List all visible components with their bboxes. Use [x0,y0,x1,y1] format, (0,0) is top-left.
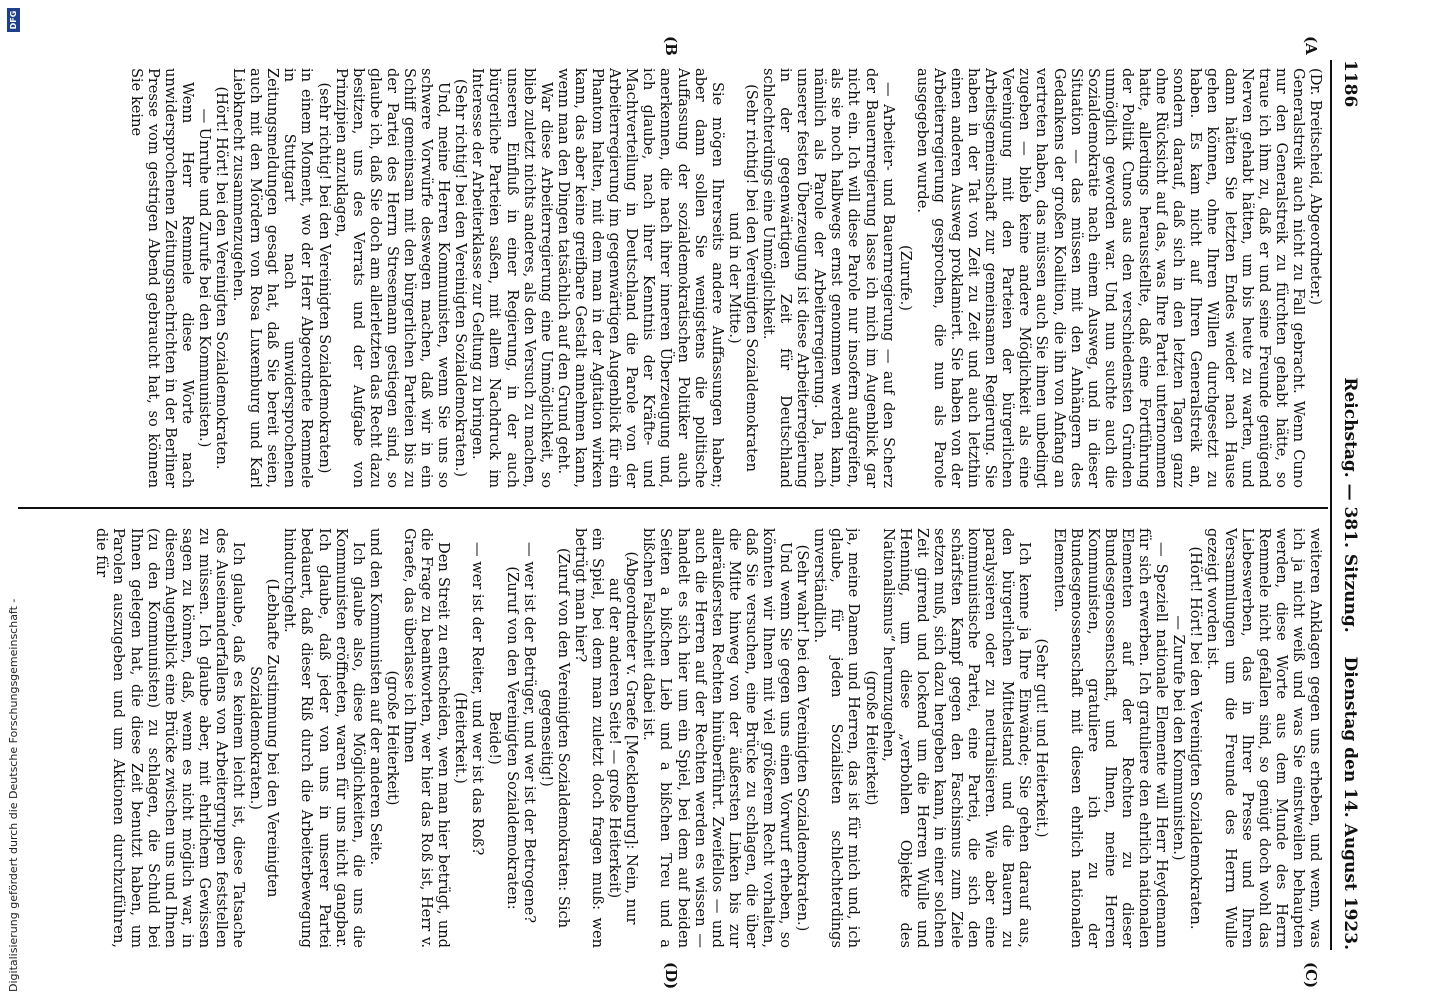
header-rule [1330,60,1332,950]
interjection: (Zuruf von den Vereinigten Sozialdemokraten: Beide!) [486,566,521,910]
column-divider [18,507,1328,509]
interjection: (Lebhafte Zustimmung bei den Vereinigten Sozialdemokraten.) [247,578,282,898]
attribution-text: Digitalisierung gefördert durch die Deutsche Forschungsgemeinschaft - [7,598,20,992]
paragraph: Generalstreik auch nicht zu Fall gebracht. Wenn Cuno nur den Generalstreik zu fürchten gehabt hätte, so traue ich ihm zu, daß er und seine Freunde genügend Nerven gehabt hätten, um bis heute zu warten, und dann hätten Sie letzten Endes wieder nach Hause gehen können, ohne Ihren Willen durchgesetzt zu haben. Es kam nicht auf Ihren Generalstreik an, sondern darauf, daß sich in den letzten Tagen ganz ohne Rücksicht auf das, was Ihre Partei unternommen hatte, allerdings herausstellte, daß eine Fortführung der Politik Cunos aus den verschiedensten Gründen unmöglich geworden war. Und nun suchte auch die Sozialdemokratie nach einem Ausweg, und in dieser Situation — das müssen mit den Anhängern des Gedankens der großen Koalition, die ihn von Anfang an vertreten haben, das müssen auch Sie ihnen unbedingt zugeben — blieb keine andere Möglichkeit als eine Vereinigung mit den Parteien der bürgerlichen Arbeitsgemeinschaft zur gemeinsamen Regierung. Sie haben in der Tat von Zeit zu Zeit und auch letzthin einen anderen Ausweg proklamiert. Sie haben von der Arbeiterregierung gesprochen, die nun als Parole ausgegeben wurde. [913,68,1307,488]
interjection: (Sehr richtig! bei den Vereinigten Sozialdemokraten.) [452,78,470,478]
paragraph: Ich glaube, daß es keinem leicht ist, diese Tatsache des Auseinanderfallens von Arbeitergruppen feststellen zu müssen. Ich glaube aber, mit ehrlichem Gewissen sagen zu können, daß, wenn es nicht möglich war, in diesem Augenblick eine Brücke zwischen uns und Ihnen (zu den Kommunisten) zu schlagen, die Schuld bei Ihnen gelegen hat, die diese Zeit benutzt haben, um Parolen auszugeben und um Aktionen durchzuführen, die für [93,528,248,948]
left-column [24,68,1324,488]
margin-marker-d: (D) [662,962,680,990]
page-number: 1186 [1340,60,1360,108]
paragraph: Wenn Herr Remmele diese Worte nach unwidersprochenen Zeitungsnachrichten in der Berliner Presse vom gestrigen Abend gebraucht hat, so können Sie keine [127,68,196,488]
interjection: (große Heiterkeit) [383,670,401,806]
paragraph: Sie mögen Ihrerseits andere Auffassungen haben; aber dann sollen Sie wenigstens die politische Auffassung der sozialdemokratischen Politiker auch anerkennen, die nach ihrer inneren Überzeugung und, ich glaube, nach ihrer Kenntnis der Kräfte- und Machtverteilung in Deutschland die Parole von der Arbeiterregierung im gegenwärtigen Augenblick für ein Phantom halten, mit dem man in der Agitation wirken kann, das aber keine greifbare Gestalt annehmen kann, wenn man den Dingen tatsächlich auf den Grund geht. [554,68,726,488]
paragraph: — Speziell nationale Elemente will Herr Heydemann für sich erwerben. Ich gratuliere den ehrlich nationalen Elementen auf der Rechten zu dieser Bundesgenossenschaft, und Ihnen, meine Herren Kommunisten, gratuliere ich zu der Bundesgenossenschaft mit diesen ehrlich nationalen Elementen. [1050,528,1171,948]
paragraph: Und wenn Sie gegen uns einen Vorwurf erheben, so könnten wir Ihnen mit viel größerem Recht vorhalten, daß Sie versuchen, eine Brücke zu schlagen, die über die Mitte hinweg von der äußersten Linken bis zur alleräußersten Rechten hinüberführt. Zweifellos — und auch die Herren auf der Rechten werden es wissen — handelt es sich hier um ein Spiel, bei dem auf beiden Seiten a bißchen Lieb und a bißchen Treu und a bißchen Falschheit dabei ist. [640,528,795,948]
paragraph: ein Spiel, bei dem man zuletzt doch fragen muß: wen betrügt man hier? [571,528,607,948]
interjection: (Sehr gut! und Heiterkeit.) [1033,638,1051,838]
page-header [1336,60,1366,950]
paragraph: Den Streit zu entscheiden, wen man hier betrügt, und die Frage zu beantworten, wer hier das Roß ist, Herr v. Graefe, das überlasse ich Ihnen [401,528,453,948]
header-date: Dienstag den 14. August 1923. [1340,656,1360,950]
paragraph: ja, meine Damen und Herren, das ist für mich und, ich glaube, für jeden Sozialisten schlechterdings unverständlich. [811,528,863,948]
paragraph: und den Kommunisten auf der anderen Seite. [366,528,384,866]
paragraph: War diese Arbeiterregierung eine Unmöglichkeit, so blieb zuletzt nichts anderes, als den Versuch zu machen, unseren Einfluß in einer Regierung, in der auch bürgerliche Parteien saßen, mit allem Nachdruck im Interesse der Arbeiterklasse zur Geltung zu bringen. [469,68,555,488]
interjection: (sehr richtig! bei den Vereinigten Sozialdemokraten) [315,82,333,474]
margin-marker-a: (A [1302,36,1320,55]
paragraph: in einem Moment, wo der Herr Abgeordnete Remmele in Stuttgart nach unwidersprochenen Zeitungsmeldungen gesagt hat, daß Sie bereit seien, auch mit den Mördern von Rosa Luxemburg und Karl Liebknecht zusammenzugehen. [230,68,316,488]
interjection: (Abgeordneter v. Graefe [Mecklenburg]: Nein, nur auf der anderen Seite! — große Heiterkeit) [606,551,641,925]
attribution-strip [6,0,22,1000]
paragraph: weiteren Anklagen gegen uns erheben, und wenn, was ich ja nicht weiß und was Sie einstweilen behaupten werden, diese Worte aus dem Munde des Herrn Remmele nicht gefallen sind, so genügt doch wohl das Liebeswerben, das in Ihrer Presse und Ihren Versammlungen um die Freunde des Herrn Wulle gezeigt worden ist. [1204,528,1324,948]
paragraph: Und, meine Herren Kommunisten, wenn Sie uns so schwere Vorwürfe deswegen machen, daß wir in ein Schiff gemeinsam mit den bürgerlichen Parteien bis zu der Partei des Herrn Stresemann gestiegen sind, so glaube ich, daß Sie doch am allerletzten das Recht dazu besitzen, uns des Verrats und der Aufgabe von Prinzipien anzuklagen, [332,68,453,488]
margin-marker-c: (C) [1302,962,1320,989]
interjection: (Sehr wahr! bei den Vereinigten Sozialdemokraten.) [794,544,812,932]
interjection: (Zuruf von den Vereinigten Sozialdemokraten: Sich gegenseitig!) [537,547,572,929]
header-title: Reichstag. — 381. Sitzung. [1340,377,1360,633]
interjection: (große Heiterkeit) [862,670,880,806]
paragraph: — wer ist der Reiter, und wer ist das Roß? [469,542,487,856]
interjection: (Hört! Hört! bei den Vereinigten Sozialdemokraten. — Unruhe und Zurufe bei den Kommunisten.) [195,86,230,470]
interjection: (Hört! Hört! bei den Vereinigten Sozialdemokraten. — Zurufe bei den Kommunisten.) [1170,546,1205,930]
dfg-logo-icon: DFG [7,8,20,32]
interjection: (Sehr richtig! bei den Vereinigten Sozialdemokraten und in der Mitte.) [725,84,760,472]
margin-marker-b: (B [662,36,680,56]
paragraph: Ich glaube also, diese Möglichkeiten, die uns die Kommunisten eröffneten, waren für uns nicht gangbar. Ich glaube, daß jeder von uns in unserer Partei bedauert, daß dieser Riß durch die Arbeiterbewegung hindurchgeht. [281,528,367,948]
interjection: (Heiterkeit.) [452,692,470,784]
paragraph: — wer ist der Betrüger, und wer ist der Betrogene? [520,542,538,924]
paragraph: Ich kenne ja Ihre Einwände; Sie gehen darauf aus, den bürgerlichen Mittelstand und die Bauern zu paralysieren oder zu neutralisieren. Wie aber eine kommunistische Partei, eine Partei, die sich den schärfsten Kampf gegen den Faschismus zum Ziele setzen muß, sich dazu hergeben kann, in einer solchen Zeit girrend und lockend um die Herren Wulle und Henning, um diese „verbohlen Objekte des Nationalismus“ herumzugehen, [879,528,1034,948]
interjection: (Zurufe.) [896,245,914,311]
paragraph: — Arbeiter- und Bauernregierung — auf den Scherz der Bauernregierung lasse ich mich im Augenblick gar nicht ein. Ich will diese Parole nur insofern aufgreifen, als sie noch halbwegs ernst genommen werden kann, nämlich als Parole der Arbeiterregierung. Ja, nach unserer festen Überzeugung ist diese Arbeiterregierung in der gegenwärtigen Zeit für Deutschland schlechterdings eine Unmöglichkeit. [760,68,897,488]
speaker-line: (Dr. Breitscheid, Abgeordneter.) [1307,68,1324,306]
right-column [24,528,1324,948]
